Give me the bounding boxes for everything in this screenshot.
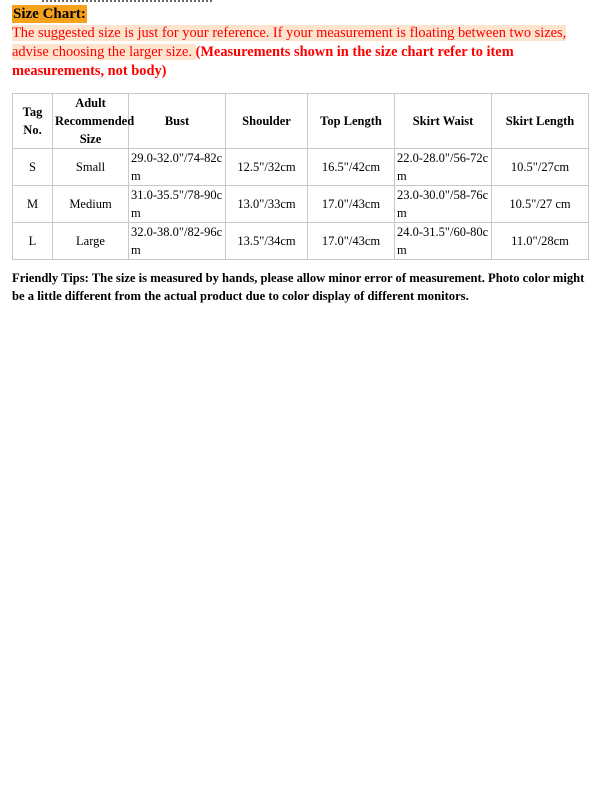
cell-shoulder: 12.5"/32cm bbox=[226, 149, 308, 186]
cell-tag: S bbox=[13, 149, 53, 186]
cell-top-length: 16.5"/42cm bbox=[308, 149, 395, 186]
cell-skirt-length: 11.0"/28cm bbox=[492, 223, 589, 260]
cell-size: Medium bbox=[53, 186, 129, 223]
header-skirt-waist: Skirt Waist bbox=[395, 94, 492, 149]
cell-size: Small bbox=[53, 149, 129, 186]
cell-bust: 29.0-32.0"/74-82cm bbox=[129, 149, 226, 186]
cell-shoulder: 13.0"/33cm bbox=[226, 186, 308, 223]
cell-tag: M bbox=[13, 186, 53, 223]
cell-bust: 31.0-35.5"/78-90cm bbox=[129, 186, 226, 223]
cell-skirt-length: 10.5"/27 cm bbox=[492, 186, 589, 223]
cell-skirt-length: 10.5"/27cm bbox=[492, 149, 589, 186]
table-header-row bbox=[13, 94, 589, 149]
cell-bust: 32.0-38.0"/82-96cm bbox=[129, 223, 226, 260]
size-chart-heading: Size Chart: bbox=[13, 6, 86, 22]
cell-top-length: 17.0"/43cm bbox=[308, 186, 395, 223]
size-advice-note bbox=[12, 24, 588, 81]
header-tag-no: Tag No. bbox=[13, 94, 53, 149]
cropped-text-line bbox=[42, 0, 212, 4]
header-bust: Bust bbox=[129, 94, 226, 149]
header-shoulder: Shoulder bbox=[226, 94, 308, 149]
cell-size: Large bbox=[53, 223, 129, 260]
header-top-length: Top Length bbox=[308, 94, 395, 149]
friendly-tips: Friendly Tips: The size is measured by hands, please allow minor error of measurement. Photo color might be a little different from the actual product due to color display of different monitors. bbox=[12, 271, 585, 303]
size-advice-text: The suggested size is just for your reference. If your measurement is floating between two sizes, advise choosing the larger size. bbox=[12, 25, 567, 60]
header-adult-size: Adult Recommended Size bbox=[53, 94, 129, 149]
cell-skirt-waist: 24.0-31.5"/60-80cm bbox=[395, 223, 492, 260]
cell-skirt-waist: 22.0-28.0"/56-72cm bbox=[395, 149, 492, 186]
size-table bbox=[12, 93, 589, 260]
cell-tag: L bbox=[13, 223, 53, 260]
table-row bbox=[13, 186, 589, 223]
table-row bbox=[13, 149, 589, 186]
measurement-disclaimer: (Measurements shown in the size chart refer to item measurements, not body) bbox=[12, 44, 514, 79]
size-chart-document bbox=[12, 0, 588, 305]
cell-shoulder: 13.5"/34cm bbox=[226, 223, 308, 260]
cell-skirt-waist: 23.0-30.0"/58-76cm bbox=[395, 186, 492, 223]
table-row bbox=[13, 223, 589, 260]
cell-top-length: 17.0"/43cm bbox=[308, 223, 395, 260]
header-skirt-length: Skirt Length bbox=[492, 94, 589, 149]
